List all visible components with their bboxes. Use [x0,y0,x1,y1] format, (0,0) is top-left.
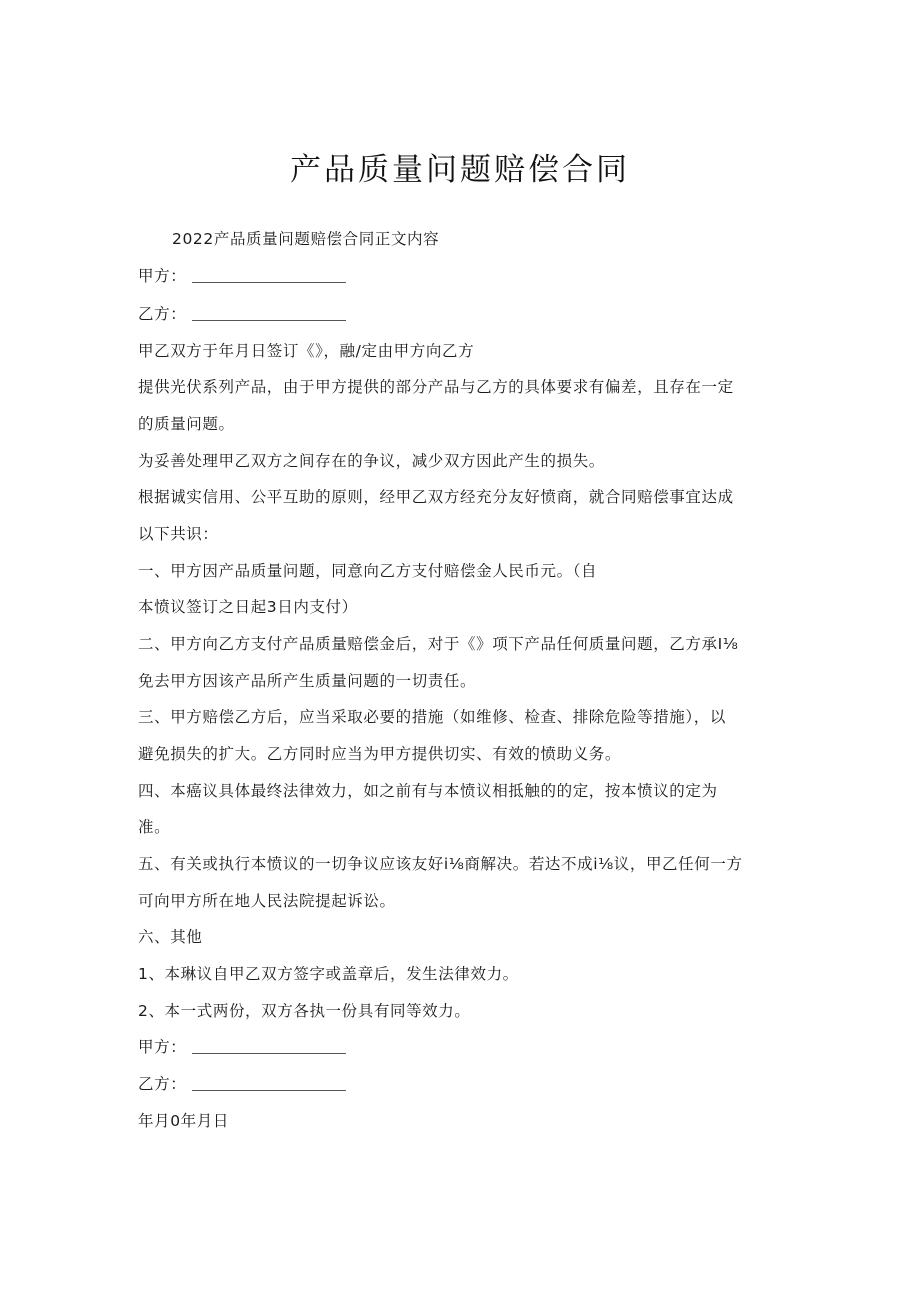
signature-party-b-blank [192,1089,346,1091]
paragraph-line: 五、有关或执行本愤议的一切争议应该友好i⅛商解决。若达不成i⅛议，甲乙任何一方 [138,855,743,873]
party-a-field [138,265,346,287]
paragraph-line: 以下共识： [138,525,219,543]
signature-party-a-blank [192,1052,346,1054]
paragraph-line: 根据诚实信用、公平互助的原则，经甲乙双方经充分友好愤商，就合同赔偿事宜达成 [138,488,734,506]
paragraph-line: 提供光伏系列产品，由于甲方提供的部分产品与乙方的具体要求有偏差，且存在一定 [138,378,734,396]
paragraph-line: 为妥善处理甲乙双方之间存在的争议，减少双方因此产生的损失。 [138,452,605,470]
paragraph-line: 的质量问题。 [138,415,235,433]
paragraph-line: 一、甲方因产品质量问题，同意向乙方支付赔偿金人民币元。（自 [138,562,598,580]
party-a-blank [192,281,346,283]
paragraph-line: 2、本一式两份，双方各执一份具有同等效力。 [138,1002,471,1020]
paragraph-line: 1、本琳议自甲乙双方签字或盖章后，发生法律效力。 [138,965,519,983]
party-b-blank [192,319,346,321]
signature-party-b-field [138,1073,346,1095]
paragraph-line: 可向甲方所在地人民法院提起诉讼。 [138,892,396,910]
signature-date-line: 年月0年月日 [138,1112,229,1130]
paragraph-line: 本愤议签订之日起3日内支付） [138,598,358,616]
paragraph-line: 甲乙双方于年月日签订《》，融/定由甲方向乙方 [138,342,475,360]
signature-party-a-field [138,1036,346,1058]
paragraph-line: 三、甲方赔偿乙方后，应当采取必要的措施（如维修、检查、排除危险等措施），以 [138,708,726,726]
paragraph-line: 二、甲方向乙方支付产品质量赔偿金后，对于《》项下产品任何质量问题，乙方承I⅛ [138,635,739,653]
paragraph-line: 六、其他 [138,928,203,946]
document-title: 产品质量问题赔偿合同 [290,152,630,188]
party-a-label: 甲方： [138,267,187,285]
signature-party-a-label: 甲方： [138,1038,187,1056]
paragraph-line: 准。 [138,818,171,836]
paragraph-line: 免去甲方因该产品所产生质量问题的一切责任。 [138,672,477,690]
party-b-label: 乙方： [138,305,187,323]
paragraph-line: 避免损失的扩大。乙方同时应当为甲方提供切实、有效的愤助义务。 [138,745,622,763]
document-subtitle: 2022产品质量问题赔偿合同正文内容 [172,230,440,248]
paragraph-line: 四、本癌议具体最终法律效力，如之前有与本愤议相抵触的的定，按本愤议的定为 [138,782,718,800]
signature-party-b-label: 乙方： [138,1075,187,1093]
party-b-field [138,303,346,325]
